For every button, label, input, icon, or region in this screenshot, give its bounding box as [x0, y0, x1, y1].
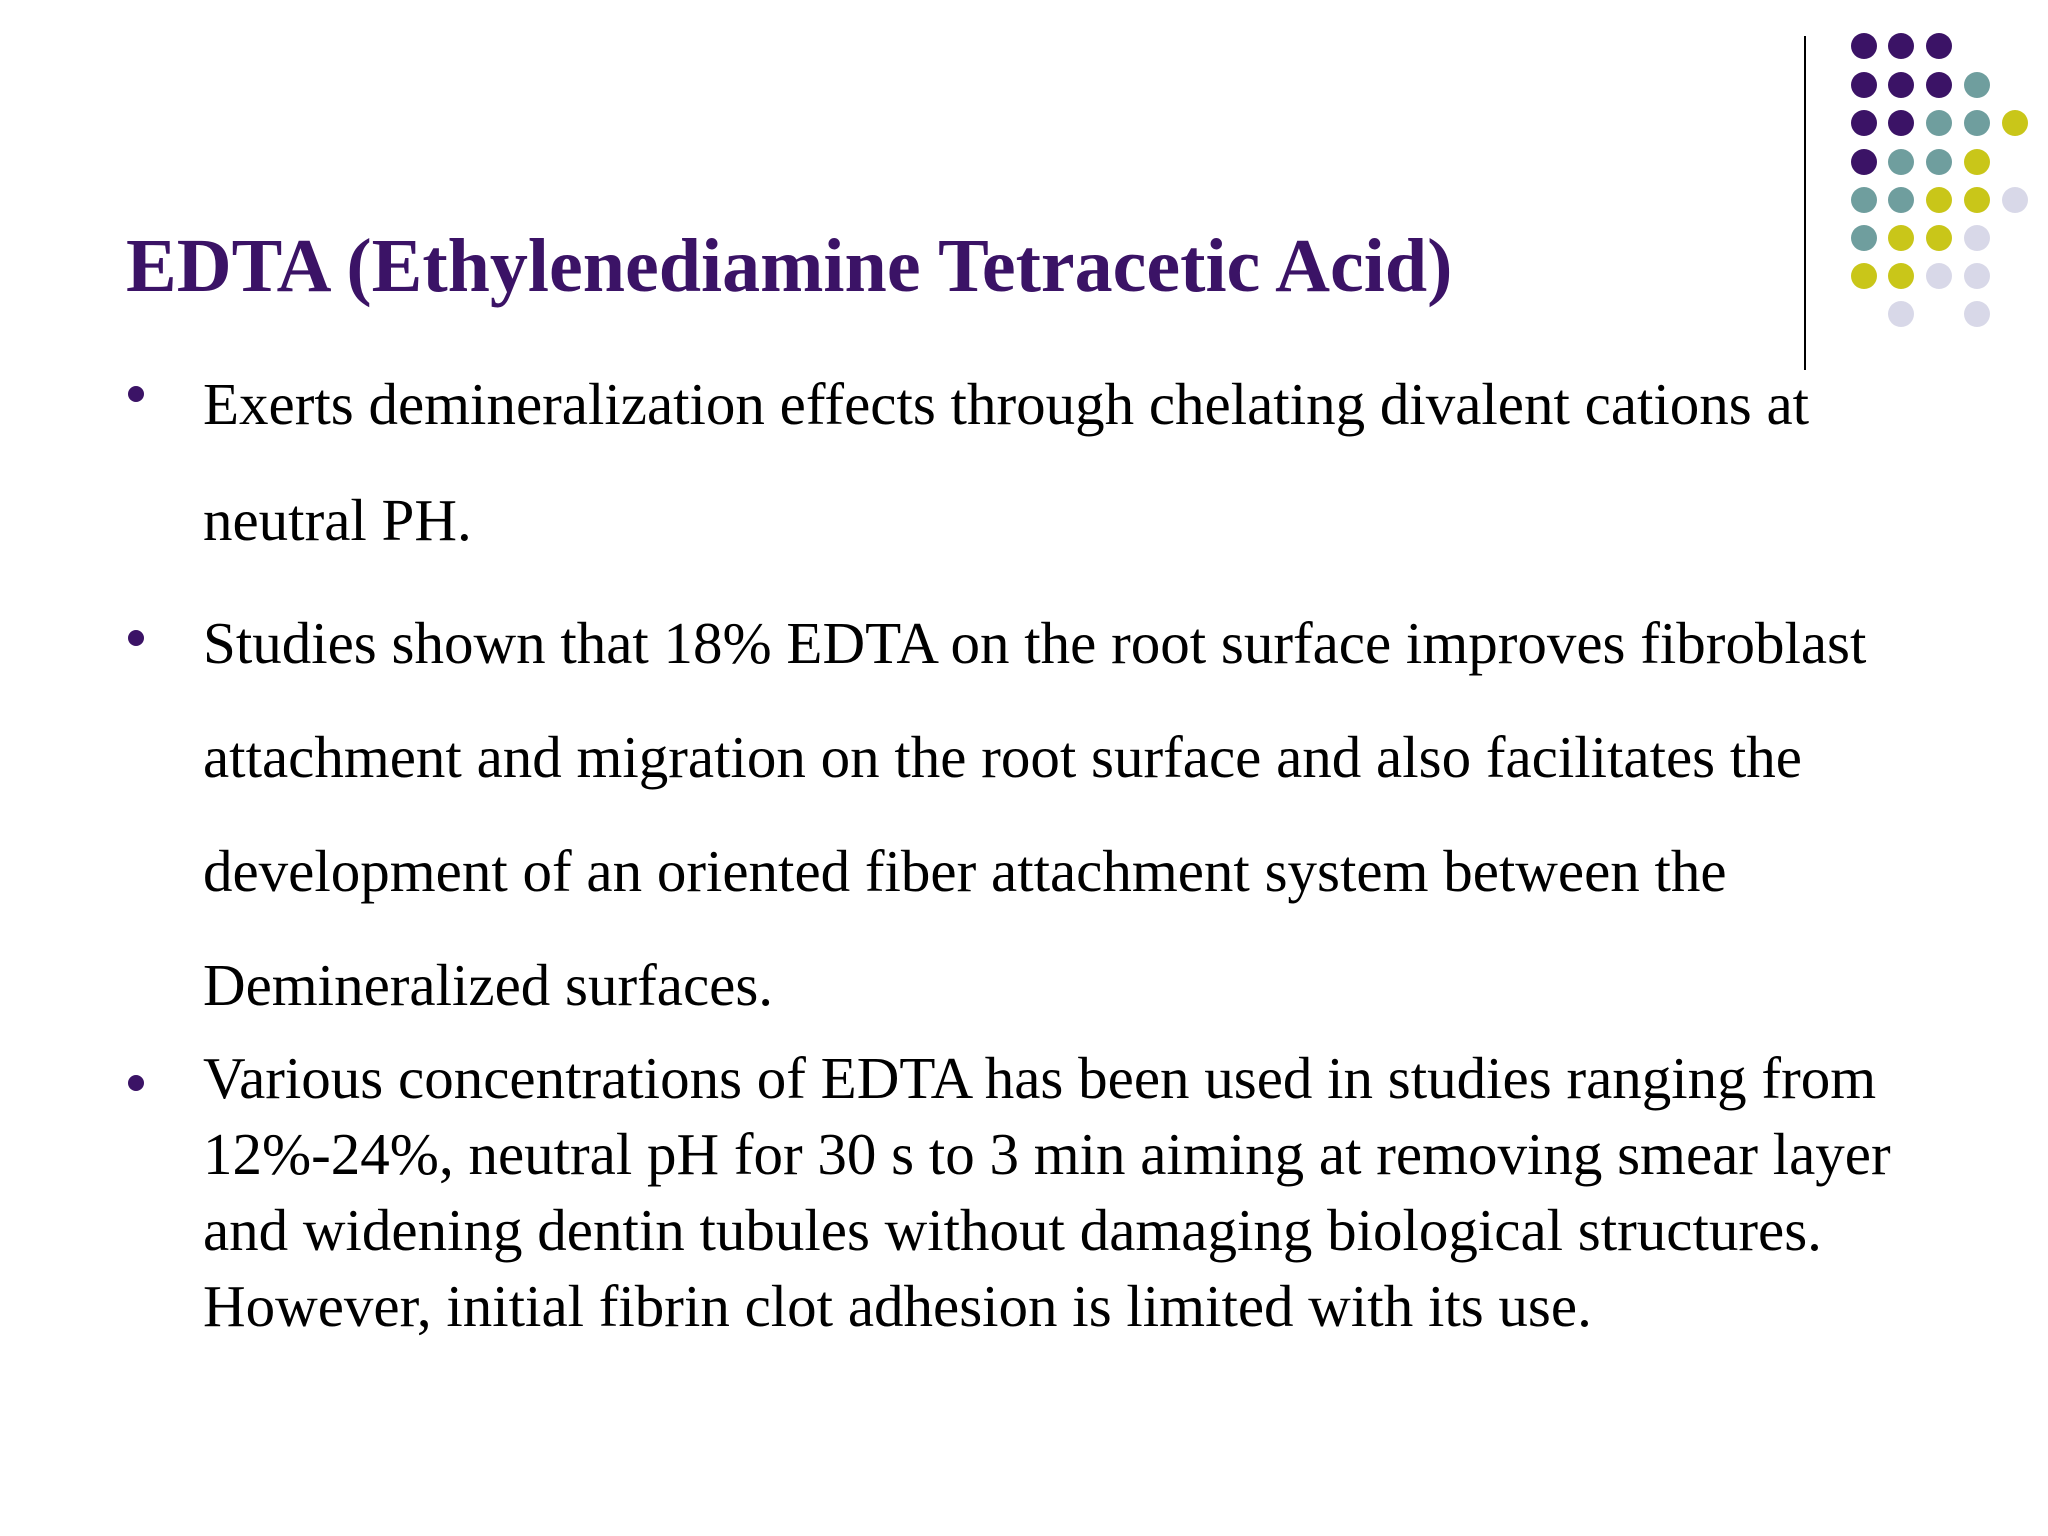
bullet-dot-icon — [128, 630, 144, 646]
decor-dot — [1851, 33, 1877, 59]
dot-grid-icon — [0, 0, 2048, 400]
decor-dot — [1888, 110, 1914, 136]
decor-dot — [1964, 187, 1990, 213]
bullet-text: Exerts demineralization effects through chelating divalent cations at neutral PH. — [203, 371, 1810, 553]
bullet-dot-icon — [128, 386, 144, 402]
decor-dot — [1888, 301, 1914, 327]
decor-dot — [1926, 187, 1952, 213]
decor-dot — [1926, 33, 1952, 59]
decor-dot — [1851, 187, 1877, 213]
decor-dot — [1926, 110, 1952, 136]
decor-dot — [1851, 263, 1877, 289]
decor-dot — [1926, 225, 1952, 251]
decor-dot — [1926, 149, 1952, 175]
decor-dot — [1851, 149, 1877, 175]
decor-dot — [1926, 72, 1952, 98]
decor-dot — [1964, 225, 1990, 251]
decor-dot — [1888, 149, 1914, 175]
decor-dot — [1964, 149, 1990, 175]
decor-dot — [1926, 263, 1952, 289]
decor-dot — [1851, 72, 1877, 98]
decor-dot — [1888, 187, 1914, 213]
decor-dot — [1888, 72, 1914, 98]
bullet-text: Various concentrations of EDTA has been used in studies ranging from 12%-24%, neutral pH for 30 s to 3 min aiming at removing smear layer and widening dentin tubules without damaging biological structures. However, initial fibrin clot adhesion is limited with its use. — [203, 1045, 1891, 1339]
decor-dot — [1851, 110, 1877, 136]
decor-dot — [2002, 110, 2028, 136]
bullet-text: Studies shown that 18% EDTA on the root surface improves fibroblast attachment and migration on the root surface and also facilitates the development of an oriented fiber attachment system between the Demineralized surfaces. — [203, 610, 1867, 1018]
slide-title: EDTA (Ethylenediamine Tetracetic Acid) — [126, 224, 1453, 308]
decor-dot — [2002, 187, 2028, 213]
decor-dot — [1964, 110, 1990, 136]
bullet-dot-icon — [128, 1075, 144, 1091]
decor-dot — [1888, 225, 1914, 251]
decor-dot — [1888, 33, 1914, 59]
decor-dot — [1851, 225, 1877, 251]
decor-dot — [1888, 263, 1914, 289]
decor-dot — [1964, 263, 1990, 289]
decor-dot — [1964, 301, 1990, 327]
decor-dot — [1964, 72, 1990, 98]
